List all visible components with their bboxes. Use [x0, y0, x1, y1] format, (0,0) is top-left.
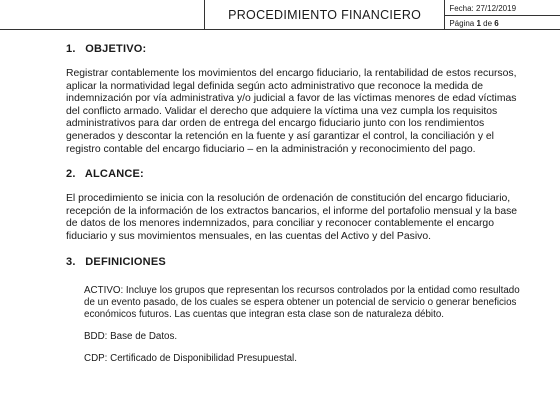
page-total: 6: [494, 18, 499, 28]
page-of: de: [480, 18, 495, 28]
section-heading-definiciones: [66, 256, 526, 268]
header-meta-cell: [445, 0, 560, 30]
document-body: [66, 40, 526, 366]
section-title: OBJETIVO:: [85, 43, 147, 55]
section-heading-alcance: [66, 168, 526, 180]
definition-term: CDP:: [84, 353, 108, 365]
definition-item: [66, 331, 526, 343]
section-text-alcance: El procedimiento se inicia con la resolución de ordenación de constitución del encargo fiduciario, recepción de la información de los extractos bancarios, el informe del portafolio mensual y la base de datos de los menores indemnizados, para conciliar y reconocer contablemente el encargo fiduciario y sus movimientos mensuales, en las cuentas del Activo y del Pasivo.: [66, 193, 518, 242]
definition-text: Base de Datos.: [107, 331, 178, 343]
section-title: DEFINICIONES: [85, 255, 166, 268]
page-prefix: Página: [449, 18, 477, 28]
definition-item: [66, 353, 526, 365]
section-heading-objetivo: [66, 43, 526, 55]
document-date: Fecha: 27/12/2019: [449, 3, 517, 13]
section-text-objetivo: Registrar contablemente los movimientos del encargo fiduciario, la rentabilidad de estos recursos, aplicar la normatividad legal definida según acto administrativo que reconoce la medida de indemnización por vía administrativa y/o judicial a favor de las víctimas menores de edad víctimas del conflicto armado. Validar el derecho que adquiere la víctima una vez cumpla los requisitos administrativos para dar orden de entrega del encargo fiduciario junto con los rendimientos generados y descontar la retención en la fuente y así garantizar el control, la conciliación y el registro contable del encargo fiduciario – en la administración y reconocimiento del pago.: [66, 68, 517, 155]
definition-term: BDD:: [84, 331, 108, 343]
section-number: 3.: [66, 255, 76, 268]
definition-term: ACTIVO:: [84, 284, 124, 296]
section-title: ALCANCE:: [84, 168, 144, 181]
definition-item: [66, 285, 526, 322]
definition-text: Incluye los grupos que representan los recursos controlados por la entidad como resultado de un evento pasado, de los cuales se espera obtener un potencial de servicio o generar beneficios económicos futuros. Las cuentas que integran esta clase son de naturaleza débito.: [84, 284, 520, 320]
document-title: PROCEDIMIENTO FINANCIERO: [204, 0, 444, 30]
header-logo-cell: [0, 0, 204, 30]
definition-text: Certificado de Disponibilidad Presupuestal.: [107, 353, 297, 365]
document-header: [0, 0, 560, 30]
page-current: 1: [476, 18, 481, 28]
page-number: [445, 15, 560, 29]
section-number: 1.: [66, 43, 76, 55]
section-number: 2.: [66, 168, 76, 181]
